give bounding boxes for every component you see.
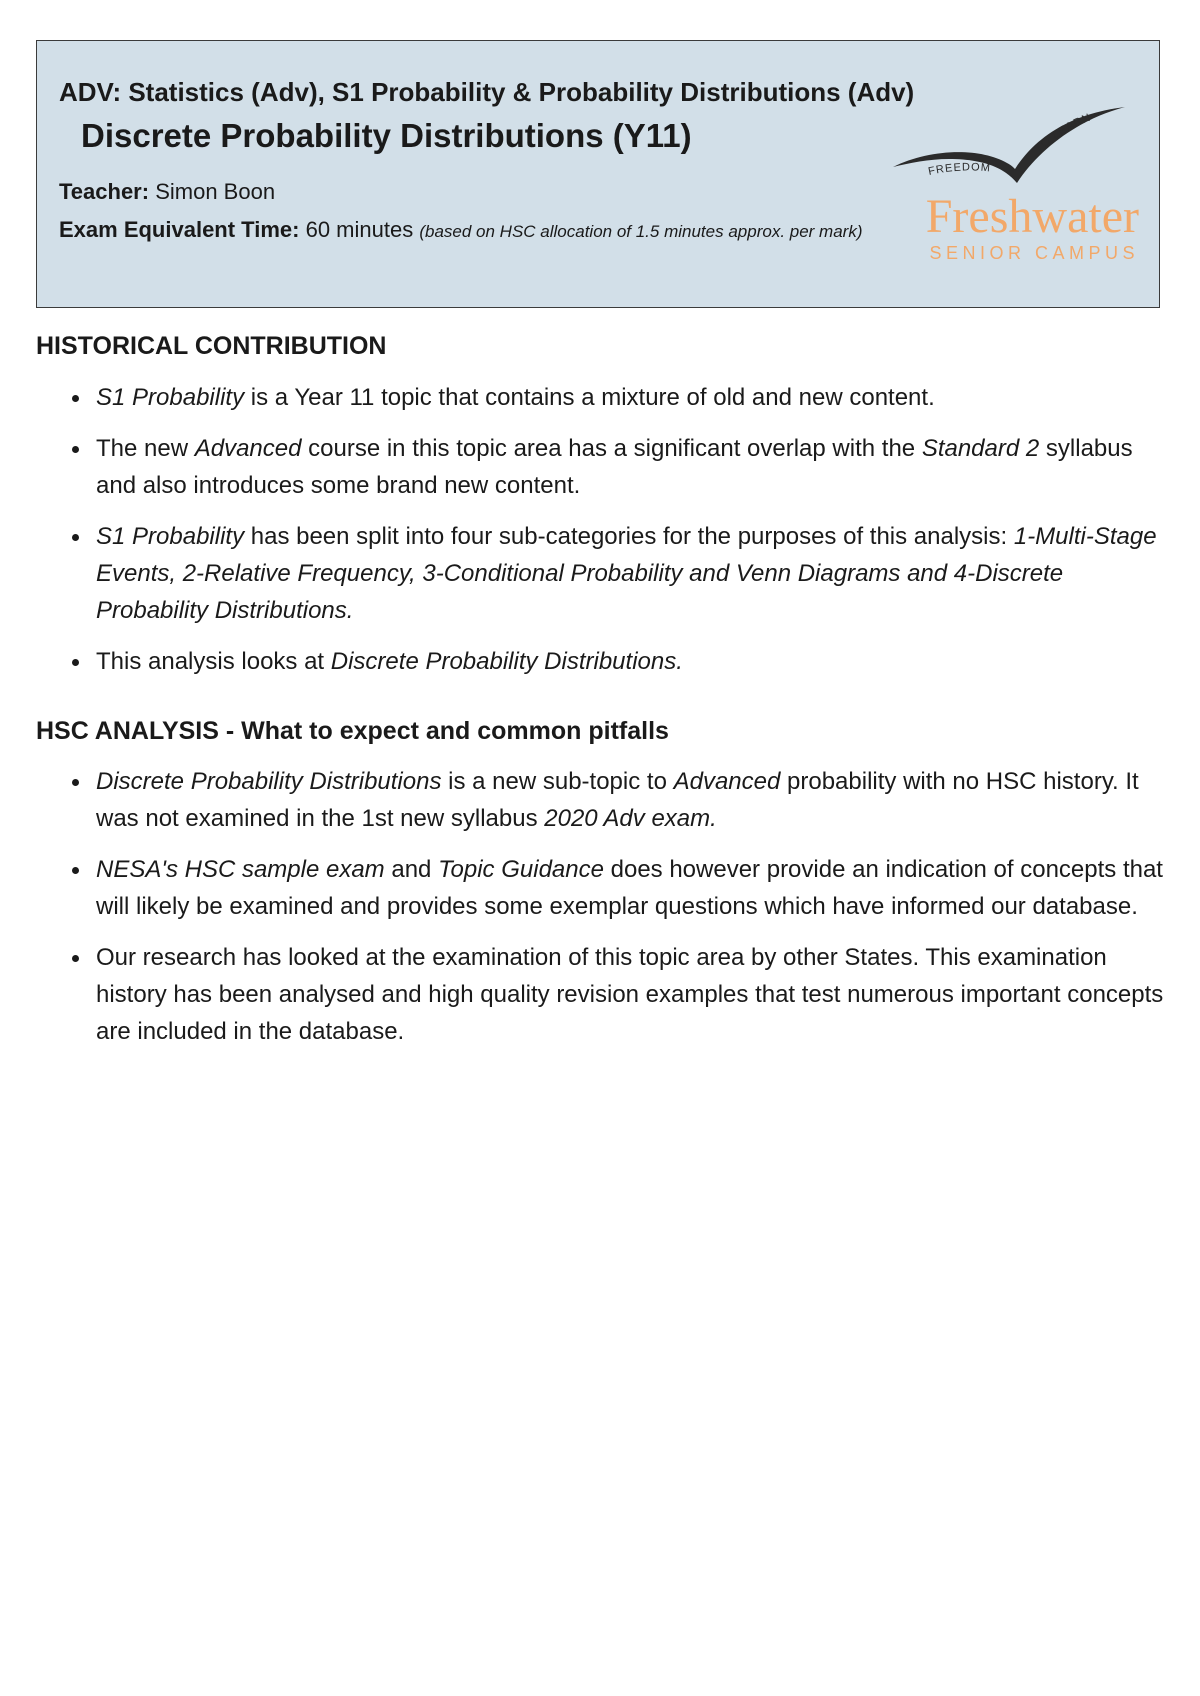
logo-wordmark: Freshwater — [925, 190, 1139, 243]
page-title: Discrete Probability Distributions (Y11) — [81, 117, 692, 154]
list-item: Our research has looked at the examination of this topic area by other States. This examination history has been analysed and high quality revision examples that test numerous important concepts are included in the database. — [36, 939, 1166, 1050]
freshwater-logo — [889, 97, 1139, 297]
logo-subtitle: SENIOR CAMPUS — [929, 243, 1139, 263]
hsc-list — [36, 763, 1166, 1064]
logo-arc-left-text: FREEDOM — [927, 161, 992, 178]
svg-text:TO LEARN — [1033, 111, 1093, 155]
exam-time-value: 60 minutes — [305, 217, 414, 242]
list-item: NESA's HSC sample exam and Topic Guidance does however provide an indication of concepts that will likely be examined and provides some exemplar questions which have informed our database. — [36, 851, 1166, 925]
exam-time-label: Exam Equivalent Time: — [59, 217, 300, 242]
list-item: Discrete Probability Distributions is a new sub-topic to Advanced probability with no HSC history. It was not examined in the 1st new syllabus 2020 Adv exam. — [36, 763, 1166, 837]
hsc-heading: HSC ANALYSIS - What to expect and common pitfalls — [36, 717, 669, 745]
exam-time-note: (based on HSC allocation of 1.5 minutes approx. per mark) — [419, 222, 863, 241]
svg-text:FREEDOM — [927, 161, 991, 178]
teacher-line — [59, 179, 275, 205]
teacher-name: Simon Boon — [155, 179, 276, 204]
list-item: S1 Probability is a Year 11 topic that contains a mixture of old and new content. — [36, 379, 1166, 416]
freedom-to-learn-bird-icon — [889, 97, 1139, 193]
historical-heading: HISTORICAL CONTRIBUTION — [36, 332, 387, 360]
teacher-label: Teacher: — [59, 179, 150, 204]
list-item: The new Advanced course in this topic area has a significant overlap with the Standard 2 syllabus and also introduces some brand new content. — [36, 430, 1166, 504]
list-item: This analysis looks at Discrete Probability Distributions. — [36, 643, 1166, 680]
list-item: S1 Probability has been split into four sub-categories for the purposes of this analysis: 1-Multi-Stage Events, 2-Relative Frequency, 3-Conditional Probability and Venn Diagrams and 4-Discrete Probability Distributions. — [36, 518, 1166, 629]
exam-time-line — [59, 215, 919, 247]
logo-arc-right-text: TO LEARN — [1032, 111, 1093, 156]
topic-line: ADV: Statistics (Adv), S1 Probability & Probability Distributions (Adv) — [59, 77, 915, 107]
header-box — [36, 40, 1160, 308]
historical-list — [36, 379, 1166, 694]
